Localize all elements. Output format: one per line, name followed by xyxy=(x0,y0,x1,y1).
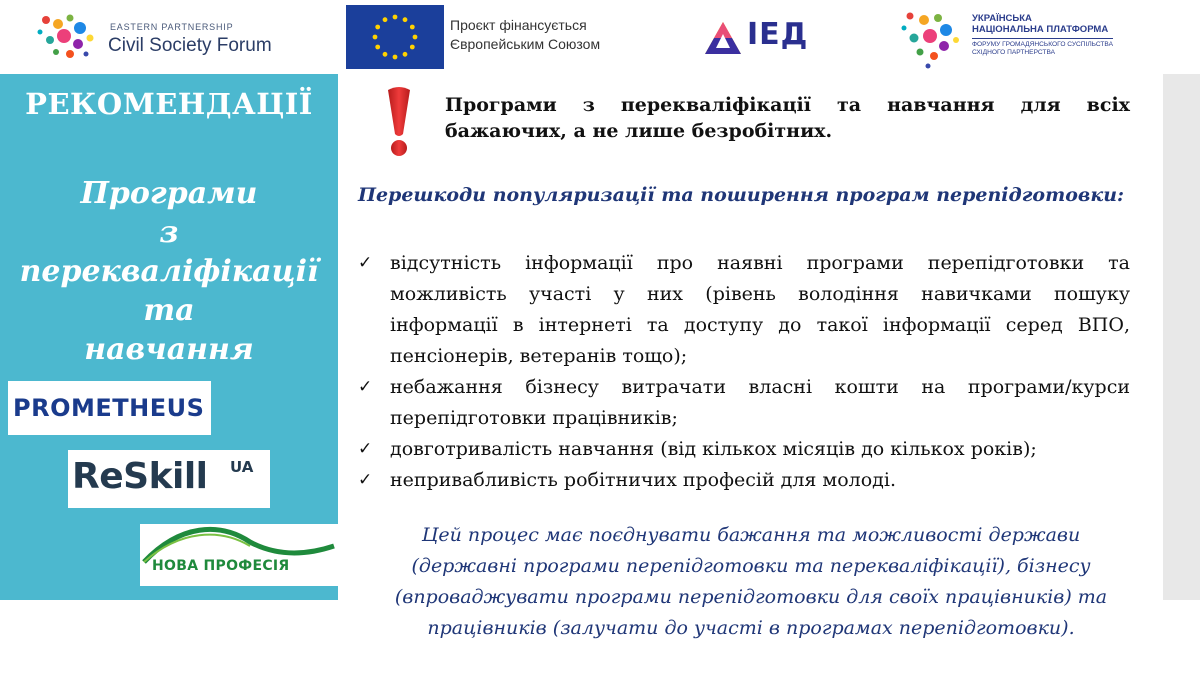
subtitle-line: перекваліфікації xyxy=(19,254,319,289)
prometheus-logo xyxy=(8,381,211,435)
list-item xyxy=(358,372,1130,434)
prometheus-text: PROMETHEUS xyxy=(13,394,205,422)
eu-funding-text xyxy=(450,16,600,54)
sidebar xyxy=(0,74,338,600)
subtitle-line: навчання xyxy=(84,332,254,367)
exclamation-icon xyxy=(384,86,414,158)
reskill-ua-logo xyxy=(68,450,270,508)
eap-dots-icon xyxy=(34,10,106,68)
check-icon: ✓ xyxy=(358,470,373,490)
eu-flag-icon xyxy=(346,5,444,69)
unp-title xyxy=(972,13,1108,35)
unp-subtitle xyxy=(972,38,1113,57)
ukrainian-national-platform-logo xyxy=(898,8,1128,70)
list-item-text: довготривалість навчання (від кількох місяців до кількох років); xyxy=(390,438,1037,460)
unp-dots-icon xyxy=(898,8,962,70)
main-heading: Програми з перекваліфікації та навчання для всіх бажаючих, а не лише безробітних. xyxy=(445,94,1130,142)
obstacles-subheading: Перешкоди популяризації та поширення програм перепідготовки: xyxy=(358,184,1125,206)
obstacles-list xyxy=(358,248,1130,496)
reskill-text: ReSkill xyxy=(72,456,208,497)
reskill-ua-suffix: UA xyxy=(230,458,254,476)
nova-profesiia-logo xyxy=(140,524,338,586)
ied-text: IЕД xyxy=(747,17,809,52)
ied-logo xyxy=(703,17,809,56)
subtitle-line: та xyxy=(143,293,195,328)
eap-line1: EASTERN PARTNERSHIP xyxy=(110,22,234,32)
list-item xyxy=(358,465,1130,496)
right-edge-bar xyxy=(1163,74,1200,600)
eap-line2: Civil Society Forum xyxy=(108,35,272,56)
check-icon: ✓ xyxy=(358,439,373,459)
subtitle-line: Програми xyxy=(80,176,258,211)
header xyxy=(0,0,1200,74)
unp-line4: СХІДНОГО ПАРТНЕРСТВА xyxy=(972,49,1056,56)
eu-line2: Європейським Союзом xyxy=(450,36,601,52)
list-item-text: відсутність інформації про наявні програми перепідготовки та можливість участі у них (рівень володіння навичками пошуку інформації в інтернеті та доступу до такої інформації серед ВПО, пенсіонерів, ветеранів тощо); xyxy=(390,252,1130,367)
list-item xyxy=(358,434,1130,465)
ied-triangle-icon xyxy=(703,20,743,56)
check-icon: ✓ xyxy=(358,253,373,273)
list-item-text: небажання бізнесу витрачати власні кошти на програми/курси перепідготовки працівників; xyxy=(390,376,1130,429)
sidebar-title: РЕКОМЕНДАЦІЇ xyxy=(25,87,313,121)
check-icon: ✓ xyxy=(358,377,373,397)
list-item-text: непривабливість робітничих професій для молоді. xyxy=(390,469,896,491)
nova-text: НОВА ПРОФЕСІЯ xyxy=(152,558,290,574)
list-item xyxy=(358,248,1130,372)
closing-statement: Цей процес має поєднувати бажання та можливості держави (державні програми перепідготовки та перекваліфікації), бізнесу (впроваджувати програми перепідготовки для своїх працівників) та працівників (залучати до участі в програмах перепідготовки). xyxy=(394,524,1108,639)
unp-line1: УКРАЇНСЬКА xyxy=(972,13,1032,24)
subtitle-line: з xyxy=(159,215,179,250)
sidebar-subtitle xyxy=(0,174,338,369)
eu-line1: Проєкт фінансується xyxy=(450,17,587,33)
unp-line3: ФОРУМУ ГРОМАДЯНСЬКОГО СУСПІЛЬСТВА xyxy=(972,41,1114,48)
eap-csf-logo xyxy=(34,8,294,68)
unp-line2: НАЦІОНАЛЬНА ПЛАТФОРМА xyxy=(972,24,1109,35)
